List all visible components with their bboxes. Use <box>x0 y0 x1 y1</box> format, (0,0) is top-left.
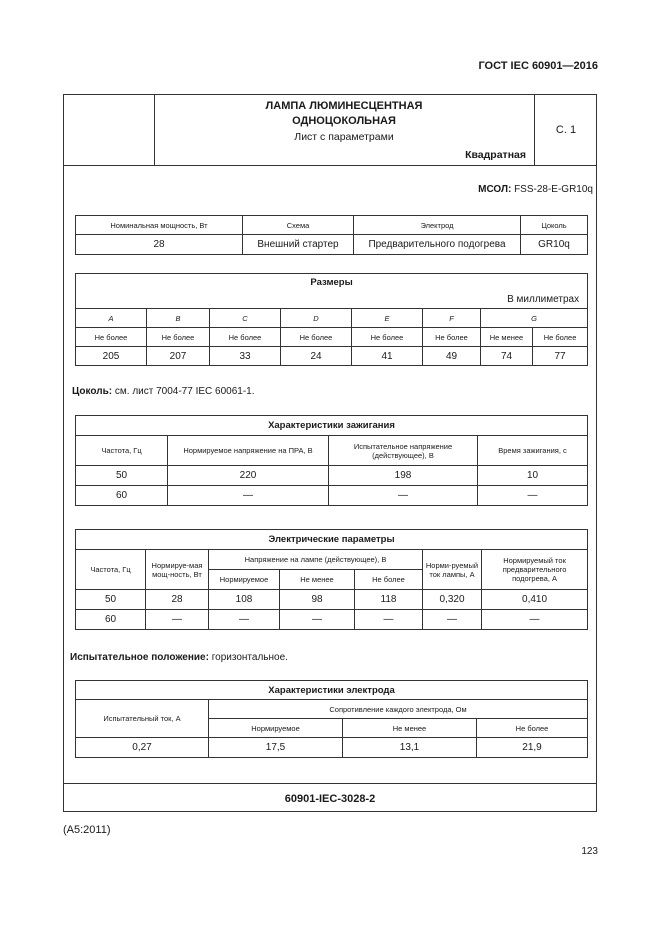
dim-letter-e: E <box>352 309 423 328</box>
electrode-cell: 0,27 <box>76 738 209 758</box>
test-position-note <box>70 652 288 663</box>
shape-label: Квадратная <box>465 149 526 161</box>
electrical-header-frequency: Частота, Гц <box>76 550 146 590</box>
electrode-cell: 21,9 <box>477 738 588 758</box>
electrode-sub-max: Не более <box>477 719 588 738</box>
ignition-cell: — <box>478 486 588 506</box>
dim-letter-b: B <box>147 309 210 328</box>
dim-value: 74 <box>481 347 533 366</box>
electrical-cell: — <box>146 610 209 630</box>
edition-note: (A5:2011) <box>63 824 111 836</box>
header-scheme: Схема <box>243 216 354 235</box>
dim-limit: Не более <box>533 328 588 347</box>
electrical-cell: 118 <box>355 590 423 610</box>
dim-limit: Не более <box>423 328 481 347</box>
ignition-header-frequency: Частота, Гц <box>76 436 168 466</box>
standard-number: ГОСТ IEC 60901—2016 <box>478 60 598 72</box>
electrical-cell: 0,320 <box>423 590 482 610</box>
msol-value: FSS-28-E-GR10q <box>511 184 593 195</box>
dim-limit: Не более <box>147 328 210 347</box>
ignition-cell: 220 <box>168 466 329 486</box>
dim-letter-f: F <box>423 309 481 328</box>
dim-value: 77 <box>533 347 588 366</box>
ignition-cell: 10 <box>478 466 588 486</box>
electrode-title: Характеристики электрода <box>76 681 588 700</box>
cap-note <box>72 386 255 397</box>
ignition-cell: 198 <box>329 466 478 486</box>
dim-value: 205 <box>76 347 147 366</box>
electrical-cell: 60 <box>76 610 146 630</box>
cap-note-label: Цоколь: <box>72 386 113 397</box>
ignition-header-time: Время зажигания, с <box>478 436 588 466</box>
electrical-title: Электрические параметры <box>76 530 588 550</box>
electrical-cell: — <box>355 610 423 630</box>
msol-designation <box>478 184 593 195</box>
electrode-sub-rated: Нормируемое <box>209 719 343 738</box>
value-scheme: Внешний стартер <box>243 235 354 255</box>
value-electrode: Предварительного подогрева <box>354 235 521 255</box>
value-power: 28 <box>76 235 243 255</box>
sheet-code: 60901-IEC-3028-2 <box>284 793 376 805</box>
electrode-cell: 13,1 <box>343 738 477 758</box>
electrical-cell: 50 <box>76 590 146 610</box>
dim-value: 49 <box>423 347 481 366</box>
ignition-cell: 60 <box>76 486 168 506</box>
ignition-table <box>75 415 588 506</box>
electrical-cell: 28 <box>146 590 209 610</box>
header-power: Номинальная мощность, Вт <box>76 216 243 235</box>
main-parameters-table <box>75 215 588 255</box>
dim-limit: Не более <box>76 328 147 347</box>
ignition-cell: 50 <box>76 466 168 486</box>
dim-limit: Не более <box>210 328 281 347</box>
header-electrode: Электрод <box>354 216 521 235</box>
sheet-subtitle: Лист с параметрами <box>294 131 394 143</box>
electrical-header-voltage: Напряжение на лампе (действующее), В <box>209 550 423 570</box>
test-position-label: Испытательное положение: <box>70 652 209 663</box>
electrode-table <box>75 680 588 758</box>
ignition-cell: — <box>168 486 329 506</box>
header-blank-cell <box>64 95 155 166</box>
electrical-sub-rated: Нормируемое <box>209 570 280 590</box>
electrode-header-current: Испытательный ток, А <box>76 700 209 738</box>
sheet-page-cell <box>534 95 597 166</box>
ignition-header-test-voltage: Испытательное напряжение (действующее), В <box>329 436 478 466</box>
electrical-cell: — <box>280 610 355 630</box>
sheet-page-number: С. 1 <box>555 124 577 136</box>
electrical-cell: 98 <box>280 590 355 610</box>
electrical-cell: — <box>209 610 280 630</box>
electrode-header-resistance: Сопротивление каждого электрода, Ом <box>209 700 588 719</box>
dim-value: 207 <box>147 347 210 366</box>
electrode-cell: 17,5 <box>209 738 343 758</box>
dimensions-table <box>75 273 588 366</box>
value-cap: GR10q <box>521 235 588 255</box>
electrical-sub-max: Не более <box>355 570 423 590</box>
electrical-header-preheat: Нормируемый ток предварительного подогрева, А <box>482 550 588 590</box>
electrical-header-current: Норми-руемый ток лампы, А <box>423 550 482 590</box>
title-line-2: ОДНОЦОКОЛЬНАЯ <box>292 115 396 127</box>
header-cap: Цоколь <box>521 216 588 235</box>
electrical-header-power: Нормируе-мая мощ-ность, Вт <box>146 550 209 590</box>
dimensions-unit: В миллиметрах <box>76 292 588 309</box>
dim-letter-a: A <box>76 309 147 328</box>
electrical-parameters-table <box>75 529 588 630</box>
title-line-1: ЛАМПА ЛЮМИНЕСЦЕНТНАЯ <box>265 100 423 112</box>
dim-limit: Не менее <box>481 328 533 347</box>
ignition-title: Характеристики зажигания <box>76 416 588 436</box>
dim-value: 33 <box>210 347 281 366</box>
dim-value: 41 <box>352 347 423 366</box>
electrical-cell: 0,410 <box>482 590 588 610</box>
dim-limit: Не более <box>281 328 352 347</box>
electrical-cell: — <box>482 610 588 630</box>
footer-divider <box>64 783 596 784</box>
electrical-sub-min: Не менее <box>280 570 355 590</box>
cap-note-text: см. лист 7004-77 IEC 60061-1. <box>112 386 255 397</box>
dimensions-title: Размеры <box>76 274 588 292</box>
dim-value: 24 <box>281 347 352 366</box>
electrode-sub-min: Не менее <box>343 719 477 738</box>
ignition-cell: — <box>329 486 478 506</box>
dim-limit: Не более <box>352 328 423 347</box>
test-position-text: горизонтальное. <box>208 652 288 663</box>
dim-letter-g: G <box>481 309 588 328</box>
dim-letter-c: C <box>210 309 281 328</box>
dim-letter-d: D <box>281 309 352 328</box>
electrical-cell: — <box>423 610 482 630</box>
ignition-header-ballast-voltage: Нормируемое напряжение на ПРА, В <box>168 436 329 466</box>
msol-label: МСОЛ: <box>478 184 512 195</box>
header-title-cell <box>154 95 534 166</box>
page-number: 123 <box>581 846 598 857</box>
electrical-cell: 108 <box>209 590 280 610</box>
